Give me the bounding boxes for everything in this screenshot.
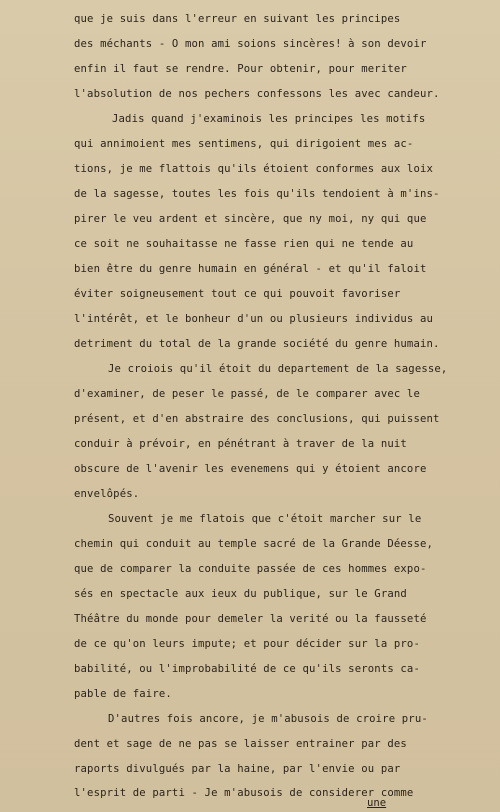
text-line: de la sagesse, toutes les fois qu'ils tendoient à m'ins- bbox=[74, 188, 440, 200]
text-line: éviter soigneusement tout ce qui pouvoit favoriser bbox=[74, 288, 401, 300]
text-line: enfin il faut se rendre. Pour obtenir, pour meriter bbox=[74, 63, 407, 75]
text-line: sés en spectacle aux ieux du publique, sur le Grand bbox=[74, 588, 407, 600]
text-line: pirer le veu ardent et sincère, que ny moi, ny qui que bbox=[74, 213, 427, 225]
text-line: D'autres fois ancore, je m'abusois de croire pru- bbox=[108, 713, 428, 725]
text-line: bien être du genre humain en général - et qu'il faloit bbox=[74, 263, 427, 275]
text-line: chemin qui conduit au temple sacré de la Grande Déesse, bbox=[74, 538, 434, 550]
text-line: conduir à prévoir, en pénétrant à traver de la nuit bbox=[74, 438, 407, 450]
text-line: l'absolution de nos pechers confessons les avec candeur. bbox=[74, 88, 440, 100]
text-line: l'esprit de parti - Je m'abusois de considerer comme bbox=[74, 787, 414, 799]
text-line: de ce qu'on leurs impute; et pour décider sur la pro- bbox=[74, 638, 420, 650]
text-line: raports divulgués par la haine, par l'envie ou par bbox=[74, 763, 401, 775]
text-line: présent, et d'en abstraire des conclusions, qui puissent bbox=[74, 413, 440, 425]
text-line: Jadis quand j'examinois les principes les motifs bbox=[112, 113, 426, 125]
text-line: pable de faire. bbox=[74, 688, 172, 700]
text-line: Souvent je me flatois que c'étoit marcher sur le bbox=[108, 513, 422, 525]
text-line: tions, je me flattois qu'ils étoient conformes aux loix bbox=[74, 163, 434, 175]
text-line: d'examiner, de peser le passé, de le comparer avec le bbox=[74, 388, 420, 400]
text-line: que de comparer la conduite passée de ces hommes expo- bbox=[74, 563, 427, 575]
text-line: l'intérêt, et le bonheur d'un ou plusieurs individus au bbox=[74, 313, 434, 325]
catchword: une bbox=[367, 797, 387, 809]
text-line: babilité, ou l'improbabilité de ce qu'ils seronts ca- bbox=[74, 663, 420, 675]
text-line: dent et sage de ne pas se laisser entrainer par des bbox=[74, 738, 407, 750]
text-line: que je suis dans l'erreur en suivant les principes bbox=[74, 13, 401, 25]
text-line: detriment du total de la grande société du genre humain. bbox=[74, 338, 440, 350]
text-line: des méchants - O mon ami soions sincères! à son devoir bbox=[74, 38, 427, 50]
text-line: obscure de l'avenir les evenemens qui y étoient ancore bbox=[74, 463, 427, 475]
text-line: qui annimoient mes sentimens, qui dirigoient mes ac- bbox=[74, 138, 414, 150]
text-line: envelôpés. bbox=[74, 488, 140, 500]
text-line: Théâtre du monde pour demeler la verité ou la fausseté bbox=[74, 613, 427, 625]
text-line: Je croiois qu'il étoit du departement de la sagesse, bbox=[108, 363, 448, 375]
text-line: ce soit ne souhaitasse ne fasse rien qui ne tende au bbox=[74, 238, 414, 250]
